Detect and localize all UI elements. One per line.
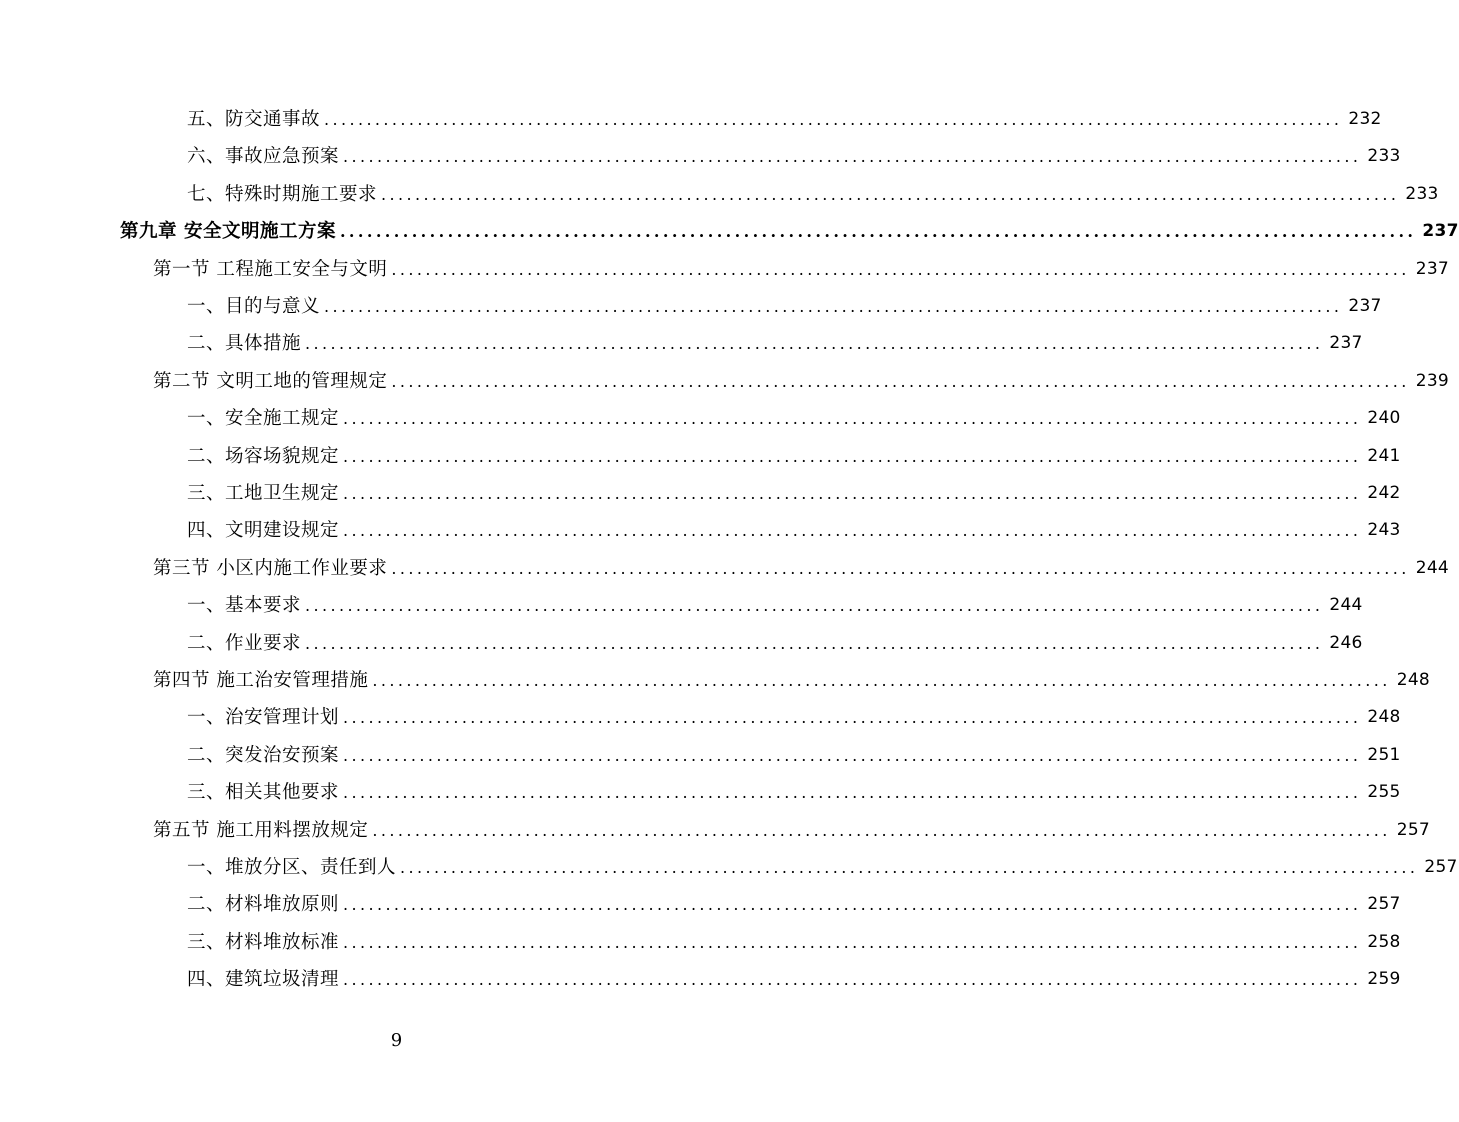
toc-entry-page: 237 [1329,333,1363,353]
page-number: 9 [390,1030,403,1051]
toc-entry-item[interactable] [187,475,1401,512]
toc-entry-item[interactable] [187,961,1401,998]
toc-entry-item[interactable] [187,400,1401,437]
toc-entry-title: 四、文明建设规定 [187,520,340,541]
toc-entry-chapter[interactable] [120,213,1459,250]
toc-entry-page: 241 [1367,446,1401,466]
toc-entry-title: 四、建筑垃圾清理 [187,969,340,990]
toc-dot-leader: ........................................................................................................................ [343,970,1362,989]
toc-entry-page: 248 [1367,707,1401,727]
toc-dot-leader: ........................................................................................................................ [305,596,1324,615]
toc-entry-page: 244 [1329,595,1363,615]
toc-entry-title: 第五节 施工用料摆放规定 [153,820,369,841]
toc-entry-title: 一、安全施工规定 [187,408,340,429]
toc-dot-leader: ........................................................................................................................ [391,260,1410,279]
toc-entry-title: 一、治安管理计划 [187,707,340,728]
toc-entry-section[interactable] [153,550,1450,587]
toc-entry-page: 248 [1396,670,1431,690]
toc-entry-page: 246 [1329,633,1363,653]
toc-entry-title: 一、目的与意义 [187,296,321,317]
toc-entry-item[interactable] [187,587,1363,624]
toc-entry-page: 258 [1367,932,1401,952]
toc-dot-leader: ........................................................................................................................ [343,708,1362,727]
toc-entry-title: 一、堆放分区、责任到人 [187,857,397,878]
toc-dot-leader: ........................................................................................................................ [372,671,1391,690]
toc-entry-item[interactable] [187,924,1401,961]
toc-dot-leader: ........................................................................................................................ [372,821,1391,840]
toc-dot-leader: ........................................................................................................................ [339,222,1417,241]
toc-entry-section[interactable] [153,251,1450,288]
toc-dot-leader: ........................................................................................................................ [324,297,1343,316]
toc-entry-page: 255 [1367,782,1401,802]
toc-entry-item[interactable] [187,849,1458,886]
toc-entry-section[interactable] [153,363,1450,400]
toc-entry-item[interactable] [187,288,1382,325]
toc-dot-leader: ........................................................................................................................ [343,147,1362,166]
toc-entry-title: 第二节 文明工地的管理规定 [153,371,388,392]
toc-dot-leader: ........................................................................................................................ [343,447,1362,466]
toc-entry-page: 242 [1367,483,1401,503]
toc-entry-title: 三、相关其他要求 [187,782,340,803]
toc-entry-item[interactable] [187,774,1401,811]
toc-entry-page: 244 [1415,558,1450,578]
toc-entry-title: 第一节 工程施工安全与文明 [153,259,388,280]
toc-entry-title: 七、特殊时期施工要求 [187,184,378,205]
toc-entry-page: 257 [1424,857,1458,877]
toc-entry-title: 三、工地卫生规定 [187,483,340,504]
toc-entry-title: 六、事故应急预案 [187,146,340,167]
toc-entry-title: 第三节 小区内施工作业要求 [153,558,388,579]
toc-entry-title: 三、材料堆放标准 [187,932,340,953]
toc-dot-leader: ........................................................................................................................ [343,783,1362,802]
toc-entry-item[interactable] [187,737,1401,774]
toc-entry-page: 251 [1367,745,1401,765]
toc-dot-leader: ........................................................................................................................ [400,858,1419,877]
toc-dot-leader: ........................................................................................................................ [305,634,1324,653]
toc-entry-title: 二、作业要求 [187,633,302,654]
toc-entry-item[interactable] [187,438,1401,475]
toc-entry-item[interactable] [187,699,1401,736]
toc-entry-page: 233 [1367,146,1401,166]
toc-dot-leader: ........................................................................................................................ [305,334,1324,353]
toc-entry-title: 第九章 安全文明施工方案 [120,221,336,242]
toc-dot-leader: ........................................................................................................................ [343,746,1362,765]
toc-entry-page: 257 [1396,820,1431,840]
toc-entry-page: 232 [1348,109,1382,129]
toc-entry-title: 二、具体措施 [187,333,302,354]
toc-entry-page: 233 [1405,184,1439,204]
toc-entry-section[interactable] [153,812,1431,849]
toc-entry-page: 259 [1367,969,1401,989]
toc-entry-item[interactable] [187,625,1363,662]
toc-entry-page: 243 [1367,520,1401,540]
toc-entry-title: 一、基本要求 [187,595,302,616]
toc-entry-item[interactable] [187,886,1401,923]
toc-entry-page: 237 [1415,259,1450,279]
toc-entry-item[interactable] [187,325,1363,362]
toc-entry-title: 第四节 施工治安管理措施 [153,670,369,691]
toc-dot-leader: ........................................................................................................................ [391,372,1410,391]
toc-entry-title: 二、场容场貌规定 [187,446,340,467]
toc-dot-leader: ........................................................................................................................ [391,559,1410,578]
toc-entry-page: 239 [1415,371,1450,391]
toc-dot-leader: ........................................................................................................................ [324,110,1343,129]
toc-dot-leader: ........................................................................................................................ [343,484,1362,503]
toc-entry-title: 二、突发治安预案 [187,745,340,766]
toc-entry-page: 240 [1367,408,1401,428]
toc-dot-leader: ........................................................................................................................ [381,185,1400,204]
toc-dot-leader: ........................................................................................................................ [343,895,1362,914]
toc-entry-item[interactable] [187,512,1401,549]
toc-dot-leader: ........................................................................................................................ [343,933,1362,952]
toc-dot-leader: ........................................................................................................................ [343,409,1362,428]
toc-dot-leader: ........................................................................................................................ [343,521,1362,540]
toc-entry-section[interactable] [153,662,1431,699]
toc-entry-page: 237 [1422,221,1459,241]
toc-entry-page: 237 [1348,296,1382,316]
toc-entry-title: 二、材料堆放原则 [187,894,340,915]
toc-entry-item[interactable] [187,176,1439,213]
toc-entry-item[interactable] [187,101,1382,138]
toc-entry-title: 五、防交通事故 [187,109,321,130]
toc-entry-item[interactable] [187,138,1401,175]
toc-entry-page: 257 [1367,894,1401,914]
